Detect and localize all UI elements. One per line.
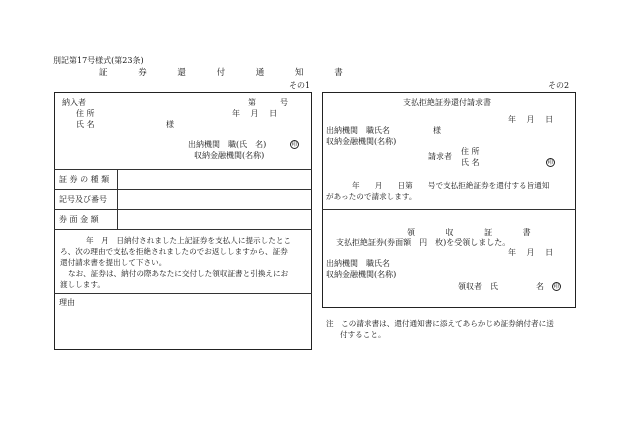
reason-label: 理由 <box>59 298 75 307</box>
form-title: 証 券 還 付 通 知 書 <box>99 68 357 78</box>
row-divider <box>54 169 312 170</box>
receipt-date: 年 月 日 <box>508 248 554 257</box>
row-divider <box>54 189 312 190</box>
notice-body-line: ろ、次の理由で支払を拒絶されましたのでお返ししますから、証券 <box>60 247 288 256</box>
request-body-line: 年 月 日第 号で支払拒絶証券を還付する旨通知 <box>352 181 550 190</box>
receiving-agency-label: 収納金融機関(名称) <box>326 270 397 279</box>
part2-label: その2 <box>548 81 570 90</box>
row-divider <box>54 209 312 210</box>
honorific: 様 <box>166 120 174 129</box>
reason-divider <box>54 293 312 294</box>
notice-number: 第 号 <box>248 98 288 107</box>
receiving-agency-label: 収納金融機関(名称) <box>194 151 265 160</box>
column-divider <box>117 169 118 229</box>
symbol-number-label: 記号及び番号 <box>59 195 107 204</box>
seal-mark: 印 <box>291 141 298 148</box>
receiving-agency-label: 収納金融機関(名称) <box>326 137 397 146</box>
requester-label: 請求者 <box>428 152 452 161</box>
seal-mark: 印 <box>547 159 554 166</box>
face-value-label: 券 面 金 額 <box>59 215 99 224</box>
receipt-divider <box>322 209 576 210</box>
officer-name-label: 出納機関 職氏名 <box>326 259 390 268</box>
footnote <box>326 318 576 340</box>
receipt-statement: 支払拒絶証券(券面額 円 枚)を受領しました。 <box>336 238 511 247</box>
officer-name-label: 出納機関 職氏名 <box>326 126 390 135</box>
taxpayer-label: 納入者 <box>62 98 86 107</box>
notice-date: 年 月 日 <box>232 109 278 118</box>
taxpayer-name-label: 氏 名 <box>76 120 95 129</box>
form-reference: 別記第17号様式(第23条) <box>53 56 144 65</box>
officer-label: 出納機関 職(氏 名) <box>188 140 267 149</box>
taxpayer-address-label: 住 所 <box>76 109 95 118</box>
honorific: 様 <box>433 126 441 135</box>
notice-body-line: 渡しします。 <box>60 280 105 289</box>
receiver-name-label: 名 <box>536 282 544 291</box>
footnote-line: 付すること。 <box>340 330 386 339</box>
notice-body-line: 年 月 日納付されました上記証券を支払人に提示したとこ <box>86 236 292 245</box>
row-divider <box>54 229 312 230</box>
requester-address-label: 住 所 <box>461 147 480 156</box>
request-date: 年 月 日 <box>508 115 554 124</box>
request-title: 支払拒絶証券還付請求書 <box>403 98 491 107</box>
seal-mark: 印 <box>553 283 560 290</box>
request-body-line: があったので請求します。 <box>326 192 417 201</box>
receipt-title: 領 収 証 書 <box>407 228 545 237</box>
footnote-line: 注 この請求書は、還付通知書に添えてあらかじめ証券納付者に送 <box>326 319 554 328</box>
request-body <box>326 180 574 202</box>
requester-name-label: 氏 名 <box>461 158 480 167</box>
notice-body-line: 還付請求書を提出して下さい。 <box>60 258 167 267</box>
notice-body-line: なお、証券は、納付の際あなたに交付した領収証書と引換えにお <box>68 269 289 278</box>
part1-label: その1 <box>289 81 311 90</box>
notice-body <box>60 235 310 290</box>
receiver-label: 領収者 氏 <box>458 282 498 291</box>
securities-type-label: 証 券 の 種 類 <box>59 175 110 184</box>
